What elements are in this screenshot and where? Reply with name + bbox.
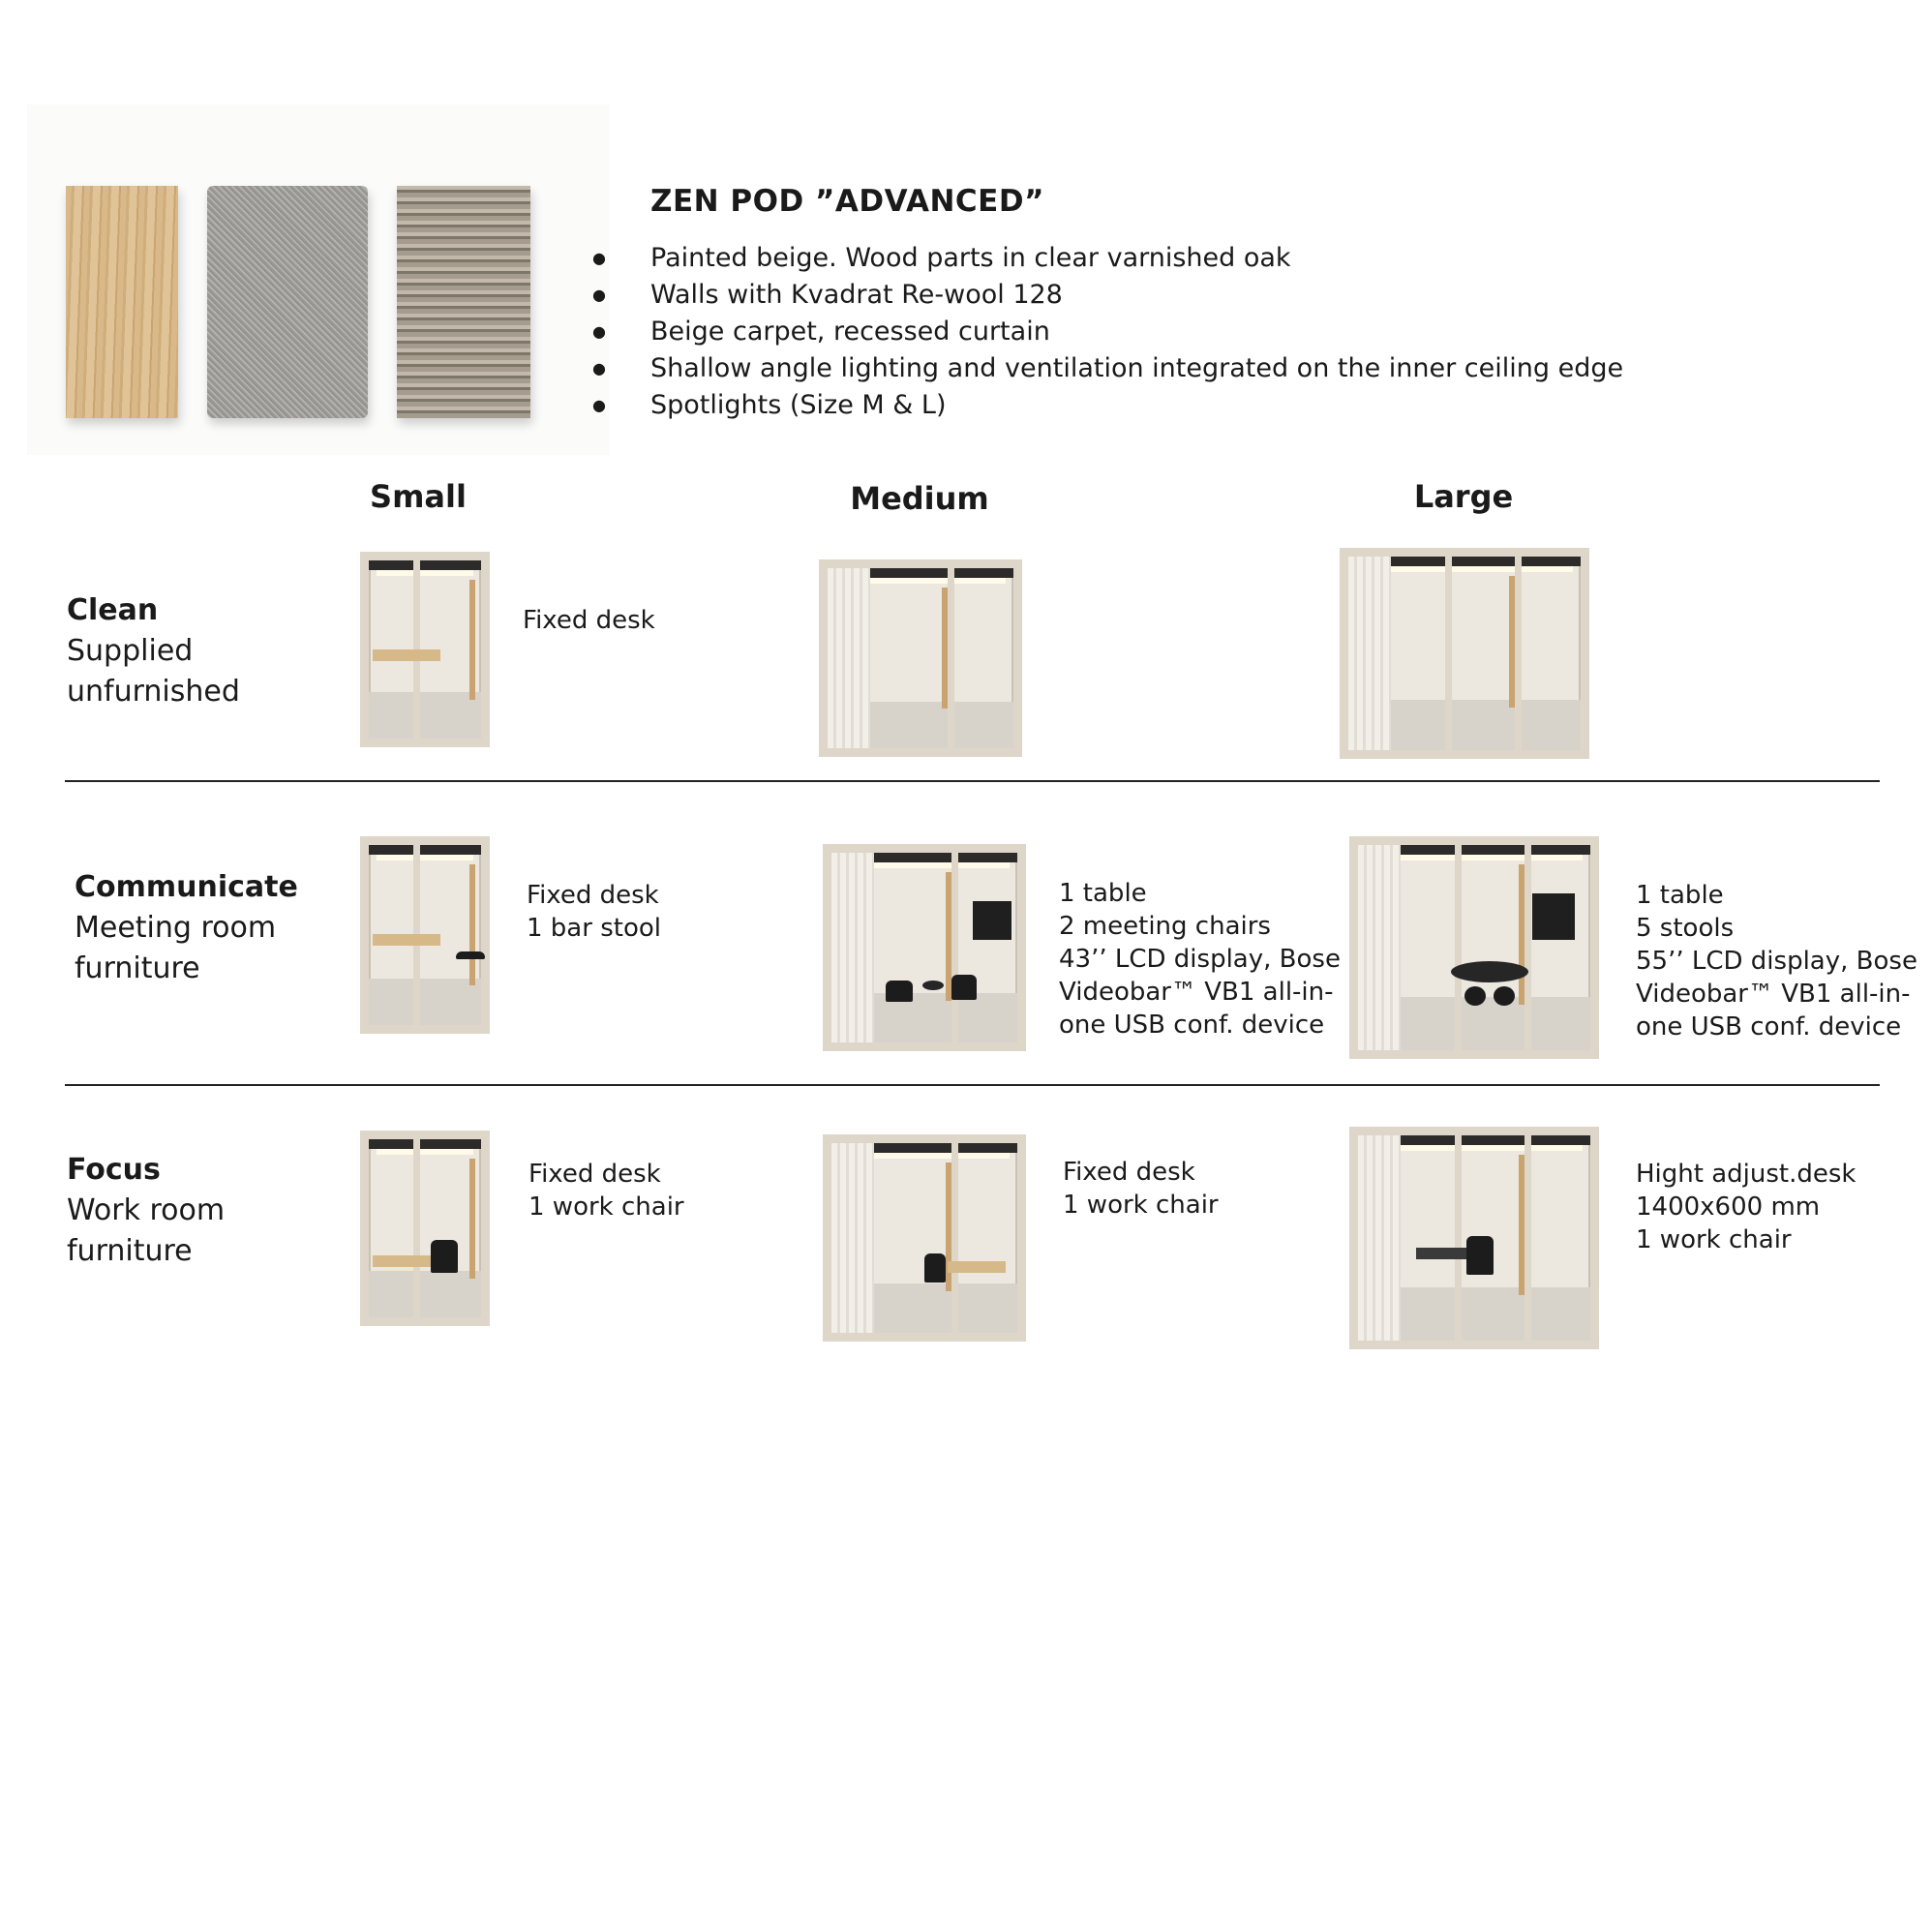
feature-item: ● Beige carpet, recessed curtain (592, 314, 1623, 350)
feature-item: ● Spotlights (Size M & L) (592, 387, 1623, 424)
rewool-fabric-swatch (207, 186, 368, 418)
row-subtitle: Meeting room furniture (75, 911, 277, 985)
column-header-medium: Medium (850, 480, 989, 517)
oak-wood-swatch (66, 186, 178, 418)
row-name: Clean (67, 593, 159, 627)
carpet-swatch (397, 186, 530, 418)
pod-medium-clean (819, 559, 1022, 757)
desc-focus-small: Fixed desk 1 work chair (528, 1160, 684, 1222)
feature-item: ● Shallow angle lighting and ventilation integrated on the inner ceiling edge (592, 350, 1623, 387)
pod-medium-communicate (823, 844, 1026, 1051)
desc-focus-medium: Fixed desk 1 work chair (1063, 1158, 1219, 1220)
row-name: Focus (67, 1153, 161, 1187)
column-header-large: Large (1413, 478, 1514, 515)
row-label-clean (67, 590, 318, 712)
desc-communicate-medium: 1 table 2 meeting chairs 43’’ LCD display, Bose Videobar™ VB1 all-in- one USB conf. device (1059, 879, 1341, 1040)
pod-small-focus (360, 1131, 490, 1326)
pod-large-communicate (1349, 836, 1599, 1059)
desc-communicate-large: 1 table 5 stools 55’’ LCD display, Bose Videobar™ VB1 all-in- one USB conf. device (1636, 881, 1917, 1041)
pod-large-clean (1340, 548, 1589, 759)
row-subtitle: Supplied unfurnished (67, 634, 240, 709)
pod-medium-focus (823, 1134, 1026, 1342)
row-label-focus (67, 1150, 318, 1272)
pod-small-communicate (360, 836, 490, 1034)
pod-small-clean (360, 552, 490, 747)
pod-large-focus (1349, 1127, 1599, 1349)
column-header-small: Small (370, 478, 467, 515)
feature-list (592, 240, 1623, 424)
row-name: Communicate (75, 870, 298, 904)
product-title: ZEN POD ”ADVANCED” (650, 184, 1044, 219)
desc-clean-small: Fixed desk (523, 606, 655, 635)
row-label-communicate (75, 867, 326, 989)
row-divider (65, 780, 1880, 782)
row-divider (65, 1084, 1880, 1086)
desc-communicate-small: Fixed desk 1 bar stool (527, 881, 661, 943)
feature-item: ● Painted beige. Wood parts in clear varnished oak (592, 240, 1623, 277)
material-swatches (27, 105, 610, 455)
row-subtitle: Work room furniture (67, 1193, 226, 1268)
desc-focus-large: Hight adjust.desk 1400x600 mm 1 work chair (1636, 1160, 1857, 1254)
feature-item: ● Walls with Kvadrat Re-wool 128 (592, 277, 1623, 314)
